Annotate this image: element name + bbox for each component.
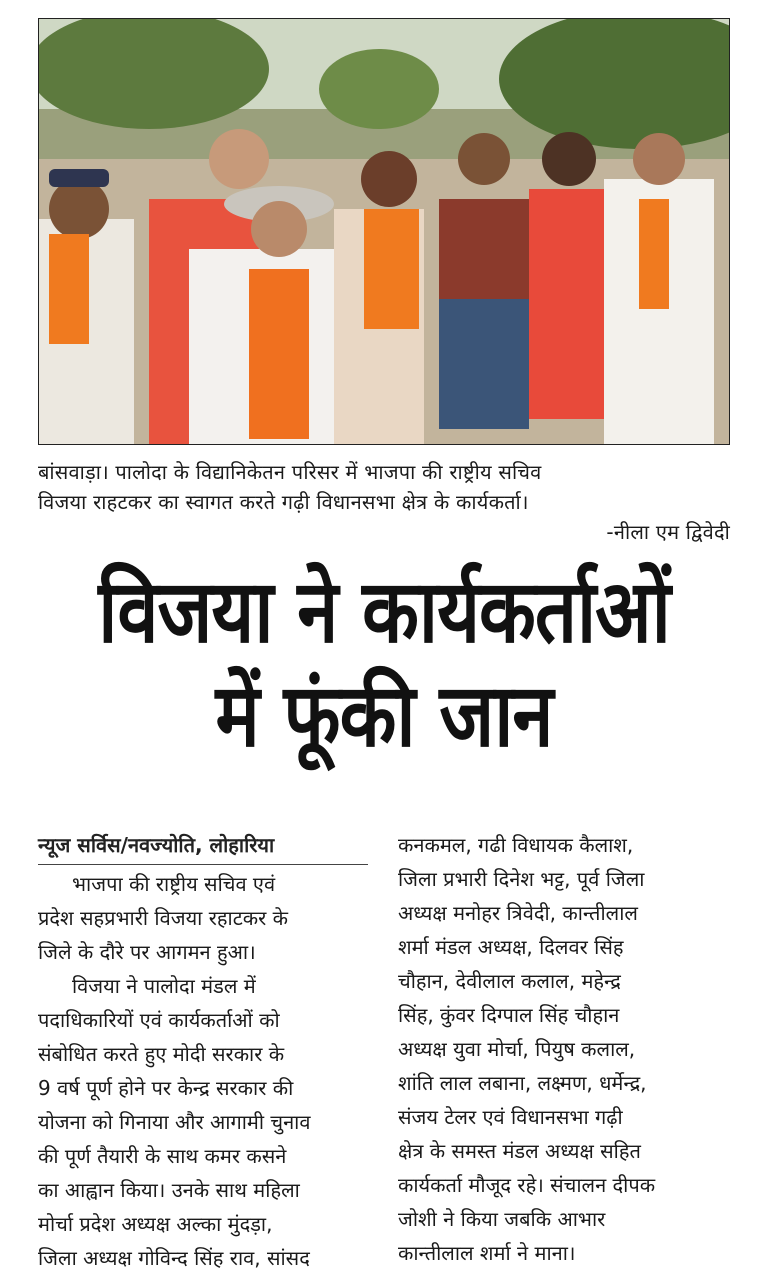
caption-line-1: बांसवाड़ा। पालोदा के विद्यानिकेतन परिसर में भाजपा की राष्ट्रीय सचिव [38,460,542,484]
body-line: संजय टेलर एवं विधानसभा गढ़ी [398,1105,623,1129]
crowd-illustration [39,19,729,444]
body-line: अध्यक्ष युवा मोर्चा, पियुष कलाल, [398,1037,636,1061]
photo-caption [38,457,730,547]
body-line: का आह्वान किया। उनके साथ महिला [38,1178,300,1202]
caption-line-2: विजया राहटकर का स्वागत करते गढ़ी विधानसभा क्षेत्र के कार्यकर्ता। [38,490,529,514]
news-photo [38,18,730,445]
body-line: शांति लाल लबाना, लक्ष्मण, धर्मेन्द्र, [398,1071,647,1095]
body-line: विजया ने पालोदा मंडल में [72,974,256,998]
byline: न्यूज सर्विस/नवज्योति, लोहारिया [38,828,368,865]
body-line: शर्मा मंडल अध्यक्ष, दिलवर सिंह [398,935,624,959]
body-line: अध्यक्ष मनोहर त्रिवेदी, कान्तीलाल [398,901,638,925]
body-line: क्षेत्र के समस्त मंडल अध्यक्ष सहित [398,1139,641,1163]
body-line: योजना को गिनाया और आगामी चुनाव [38,1110,311,1134]
body-line: प्रदेश सहप्रभारी विजया रहाटकर के [38,906,289,930]
body-line: जिले के दौरे पर आगमन हुआ। [38,940,256,964]
body-line: 9 वर्ष पूर्ण होने पर केन्द्र सरकार की [38,1076,294,1100]
headline [38,560,730,768]
article-column-left [38,828,368,1275]
body-line: कनकमल, गढी विधायक कैलाश, [398,833,634,857]
photo-credit: -नीला एम द्विवेदी [606,520,730,544]
body-line: जिला प्रभारी दिनेश भट्ट, पूर्व जिला [398,867,645,891]
body-line: जोशी ने किया जबकि आभार [398,1207,606,1231]
body-line: भाजपा की राष्ट्रीय सचिव एवं [72,872,276,896]
body-line: चौहान, देवीलाल कलाल, महेन्द्र [398,969,621,993]
body-line: कार्यकर्ता मौजूद रहे। संचालन दीपक [398,1173,656,1197]
body-line: जिला अध्यक्ष गोविन्द सिंह राव, सांसद [38,1246,310,1270]
body-line: पदाधिकारियों एवं कार्यकर्ताओं को [38,1008,280,1032]
body-line: संबोधित करते हुए मोदी सरकार के [38,1042,285,1066]
body-line: मोर्चा प्रदेश अध्यक्ष अल्का मुंदड़ा, [38,1212,273,1236]
headline-line-2: में फूंकी जान [215,665,553,767]
body-line: सिंह, कुंवर दिग्पाल सिंह चौहान [398,1003,620,1027]
headline-line-1: विजया ने कार्यकर्ताओं [98,561,670,663]
body-line: कान्तीलाल शर्मा ने माना। [398,1241,576,1265]
body-line: की पूर्ण तैयारी के साथ कमर कसने [38,1144,287,1168]
article-column-right [398,828,730,1270]
